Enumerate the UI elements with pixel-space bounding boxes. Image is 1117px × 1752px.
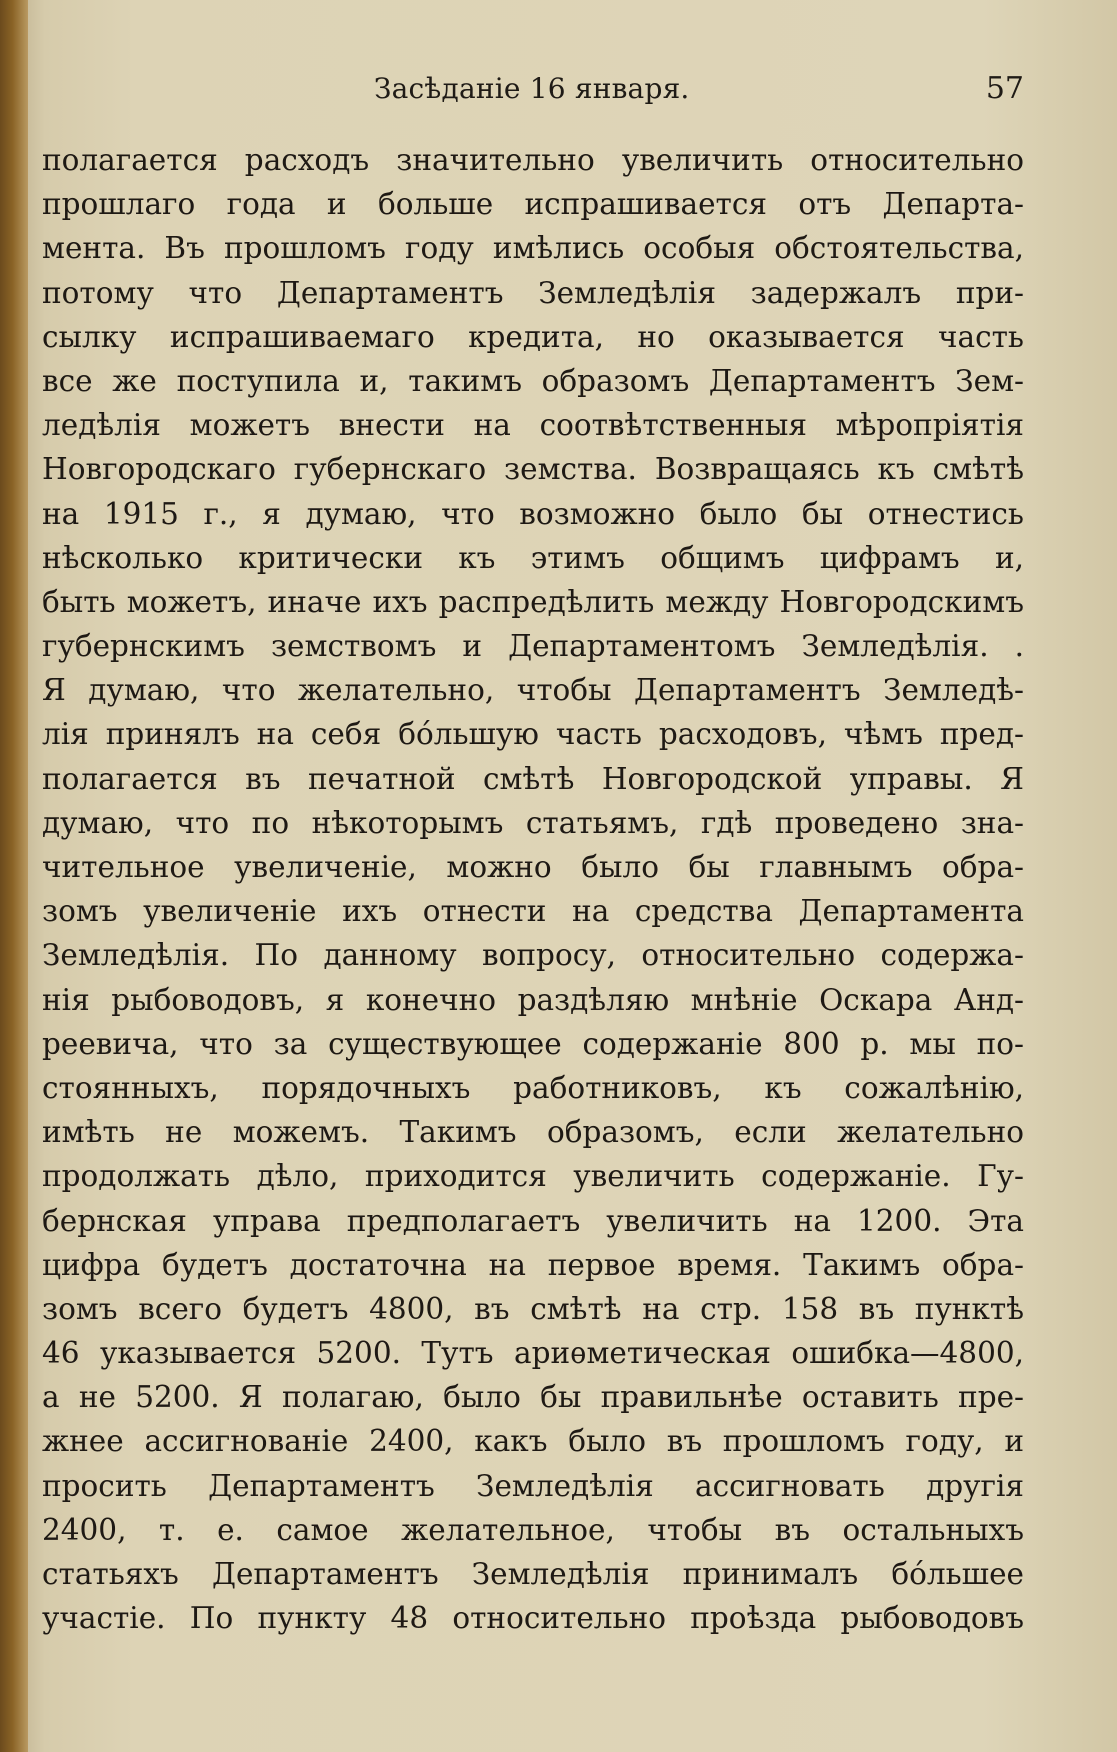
text-line: Я думаю, что желательно, чтобы Департаментъ Земледѣ- [42,673,1024,708]
text-line: мента. Въ прошломъ году имѣлись особыя обстоятельства, [42,231,1024,266]
text-line: бернская управа предполагаетъ увеличить на 1200. Эта [42,1203,1024,1238]
text-line: участіе. По пункту 48 относительно проѣзда рыбоводовъ [42,1601,1024,1636]
text-line: зомъ всего будетъ 4800, въ смѣтѣ на стр. 158 въ пунктѣ [42,1291,1024,1326]
page-header [44,64,1084,114]
text-line: на 1915 г., я думаю, что возможно было бы отнестись [42,496,1024,531]
text-line: 2400, т. е. самое желательное, чтобы въ остальныхъ [42,1512,1024,1547]
text-line: нія рыбоводовъ, я конечно раздѣляю мнѣніе Оскара Анд- [42,982,1024,1017]
text-line: быть можетъ, иначе ихъ распредѣлить между Новгородскимъ [42,584,1024,619]
text-line: просить Департаментъ Земледѣлія ассигновать другія [42,1468,1024,1503]
text-line: а не 5200. Я полагаю, было бы правильнѣе оставить пре- [42,1380,1024,1415]
text-line: все же поступила и, такимъ образомъ Департаментъ Зем- [42,363,1024,398]
text-line: продолжать дѣло, приходится увеличить содержаніе. Гу- [42,1159,1024,1194]
text-line: думаю, что по нѣкоторымъ статьямъ, гдѣ проведено зна- [42,805,1024,840]
text-line: цифра будетъ достаточна на первое время. Такимъ обра- [42,1247,1024,1282]
text-line: Земледѣлія. По данному вопросу, относительно содержа- [42,938,1024,973]
text-line: полагается въ печатной смѣтѣ Новгородской управы. Я [42,761,1024,796]
text-line: прошлаго года и больше испрашивается отъ Департа- [42,187,1024,222]
text-line: зомъ увеличеніе ихъ отнести на средства Департамента [42,894,1024,929]
text-line: потому что Департаментъ Земледѣлія задержалъ при- [42,275,1024,310]
body-text [42,138,1024,1640]
text-line: Новгородскаго губернскаго земства. Возвращаясь къ смѣтѣ [42,452,1024,487]
text-line: нѣсколько критически къ этимъ общимъ цифрамъ и, [42,540,1024,575]
page-number: 57 [985,71,1024,106]
text-line: ледѣлія можетъ внести на соотвѣтственныя мѣропріятія [42,408,1024,443]
page-binding-edge [0,0,28,1752]
text-line: реевича, что за существующее содержаніе 800 р. мы по- [42,1026,1024,1061]
text-line: сылку испрашиваемаго кредита, но оказывается часть [42,319,1024,354]
text-line: 46 указывается 5200. Тутъ ариѳметическая ошибка—4800, [42,1336,1024,1371]
text-line: стоянныхъ, порядочныхъ работниковъ, къ сожалѣнію, [42,1070,1024,1105]
text-line: жнее ассигнованіе 2400, какъ было въ прошломъ году, и [42,1424,1024,1459]
text-line: полагается расходъ значительно увеличить относительно [42,143,1024,177]
text-line: чительное увеличеніе, можно было бы главнымъ обра- [42,850,1024,884]
text-line: имѣть не можемъ. Такимъ образомъ, если желательно [42,1115,1024,1150]
text-line: статьяхъ Департаментъ Земледѣлія принималъ бóльшее [42,1557,1024,1591]
text-line: губернскимъ земствомъ и Департаментомъ Земледѣлія. . [42,629,1024,664]
text-line: лія принялъ на себя бóльшую часть расходовъ, чѣмъ пред- [42,717,1024,752]
running-title: Засѣданіе 16 января. [374,72,690,105]
